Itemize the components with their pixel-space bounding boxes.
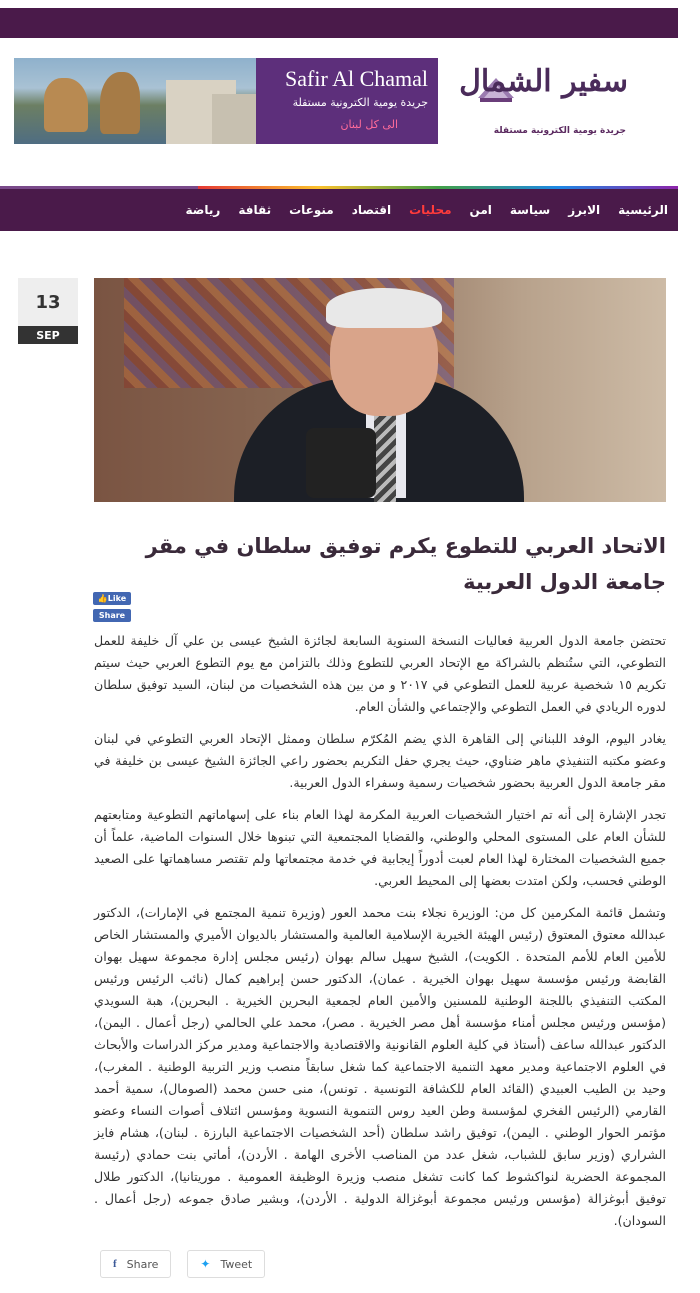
- nav-item-misc[interactable]: منوعات: [289, 203, 334, 217]
- nav-item-security[interactable]: امن: [469, 203, 492, 217]
- post-date: [18, 278, 78, 344]
- fb-like-button[interactable]: [93, 592, 131, 605]
- logo-tagline: جريدة يومية الكترونية مستقلة: [493, 126, 626, 136]
- social-share: [100, 1250, 281, 1278]
- main-nav: [0, 186, 678, 231]
- fb-like-label: Like: [107, 594, 127, 603]
- nav-item-local[interactable]: محليات: [409, 203, 452, 217]
- facebook-widget: [93, 592, 133, 626]
- nav-item-home[interactable]: الرئيسية: [618, 203, 668, 217]
- banner-title: Safir Al Chamal: [285, 66, 428, 91]
- nav-item-culture[interactable]: ثقافة: [238, 203, 272, 217]
- paragraph: يغادر اليوم، الوفد اللبناني إلى القاهرة الذي يضم المُكرّم سلطان وممثل الإتحاد العربي التطوعي في لبنان وعضو مكتبه التنفيذي ماهر ضناوي، حيث يجري حفل التكريم بحضور راعي الجائزة الشيخ عيسى بن خليفة في مقر جامعة الدول العربية بحضور شخصيات رسمية وسفراء الدول العربية.: [94, 731, 666, 790]
- logo-title: سفير الشمال: [459, 64, 628, 99]
- paragraph: تحتضن جامعة الدول العربية فعاليات النسخة السنوية السابعة لجائزة الشيخ عيسى بن علي آل خليفة للعمل التطوعي، التي ستُنظم بالشراكة مع الإتحاد العربي للتطوع وذلك بالتزامن مع يوم التطوع العربي حيث سيتم تكريم ١٥ شخصية عربية للعمل التطوعي في ٢٠١٧ و من بين هذه الشخصيات من لبنان، السيد توفيق سلطان لدوره الريادي في العمل التطوعي والإجتماعي والشأن العام.: [94, 633, 666, 714]
- paragraph: وتشمل قائمة المكرمين كل من: الوزيرة نجلاء بنت محمد العور (وزيرة تنمية المجتمع في الإمارات)، الدكتور عبدالله معتوق المعتوق (رئيس الهيئة الخيرية الإسلامية العالمية والمستشار بالديوان الأميري والمستشار الخاص للأمين العام للأمم المتحدة . الكويت)، الشيخ سهيل سالم بهوان (رئيس مجلس إدارة مجموعة سهيل بهوان القابضة ورئيس مؤسسة سهيل بهوان الخيرية . عمان)، الدكتور حسن إبراهيم كمال (نائب الرئيس ورئيس المكتب التنفيذي باللجنة الوطنية للمسنين والأمين العام لجمعية البحرين الخيرية . البحرين)، هبة السويدي (مؤسس ورئيس مجلس أمناء مؤسسة أهل مصر الخيرية . مصر)، محمد علي الحالمي (رجل أعمال . اليمن)، الدكتور عبدالله ساعف (أستاذ في كلية العلوم القانونية والاقتصادية والاجتماعية ومدير مركز الدراسات والأبحاث في العلوم الاجتماعية ومدير معهد التنمية الاجتماعية كما شغل سابقاً منصب وزير التربية الوطنية . المغرب)، وحيد بن الطيب العبيدي (القائد العام للكشافة التونسية . تونس)، منى حسن محمد (الصومال)، سمية أحمد القارمي (الرئيس الفخري لمؤسسة وطن العيد روس التنموية النسوية ومؤسس ائتلاف أصوات النساء وعضو مؤتمر الحوار الوطني . اليمن)، توفيق راشد سلطان (أحد الشخصيات الاجتماعية البارزة . لبنان)، هشام فايز الشراري (وزير سابق للشباب، شغل عدد من المناصب الأخرى الهامة . الأردن)، أماتي بنت حمادي (رئيسة المجموعة الحضرية لنواكشوط كما كانت تشغل منصب وزيرة الوظيفة العمومية . موريتانيا)، الدكتور طلال توفيق أبوغزالة (مؤسس ورئيس مجموعة أبوغزالة الدولية . الأردن)، وبشير صادق جموعه (رجل أعمال . السودان).: [94, 905, 666, 1228]
- paragraph: تجدر الإشارة إلى أنه تم اختيار الشخصيات العربية المكرمة لهذا العام بناء على إسهاماتهم التطوعية ومتابعتهم للشأن العام على المستوى المحلي والوطني، والقضايا المجتمعية التي تبنوها خلال السنوات الماضية، علماً أن جميع الشخصيات المختارة لهذا العام لعبت أدوراً إيجابية في خدمة مجتمعاتها ولم تقتصر مساهماتها على الصعيد الوطني فحسب، ولكن امتدت بعضها إلى المحيط العربي.: [94, 807, 666, 888]
- share-facebook-button[interactable]: [100, 1250, 171, 1278]
- thumbs-up-icon: 👍: [97, 594, 108, 603]
- post-body: [94, 630, 666, 1242]
- tweet-label: Tweet: [220, 1257, 253, 1271]
- facebook-icon: f: [113, 1258, 117, 1270]
- banner-slogan: الى كل لبنان: [340, 118, 398, 131]
- post-day: 13: [18, 278, 78, 326]
- nav-item-sports[interactable]: رياضة: [185, 203, 221, 217]
- post-title: الاتحاد العربي للتطوع يكرم توفيق سلطان في مقر جامعة الدول العربية: [145, 534, 666, 594]
- site-header: [0, 38, 678, 186]
- nav-item-highlights[interactable]: الابرز: [568, 203, 601, 217]
- nav-item-economy[interactable]: اقتصاد: [351, 203, 392, 217]
- post-month: SEP: [18, 326, 78, 344]
- nav-item-politics[interactable]: سياسة: [509, 203, 551, 217]
- share-twitter-button[interactable]: [187, 1250, 265, 1278]
- share-label: Share: [126, 1257, 159, 1271]
- twitter-icon: ✦: [200, 1257, 211, 1271]
- fb-share-button[interactable]: Share: [93, 609, 131, 622]
- banner-photo: [14, 58, 256, 144]
- post-image: [94, 278, 666, 502]
- header-banner[interactable]: [14, 58, 438, 144]
- banner-subtitle: جريدة يومية الكترونية مستقلة: [292, 96, 428, 109]
- top-bar: [0, 8, 678, 38]
- site-logo[interactable]: [459, 56, 638, 146]
